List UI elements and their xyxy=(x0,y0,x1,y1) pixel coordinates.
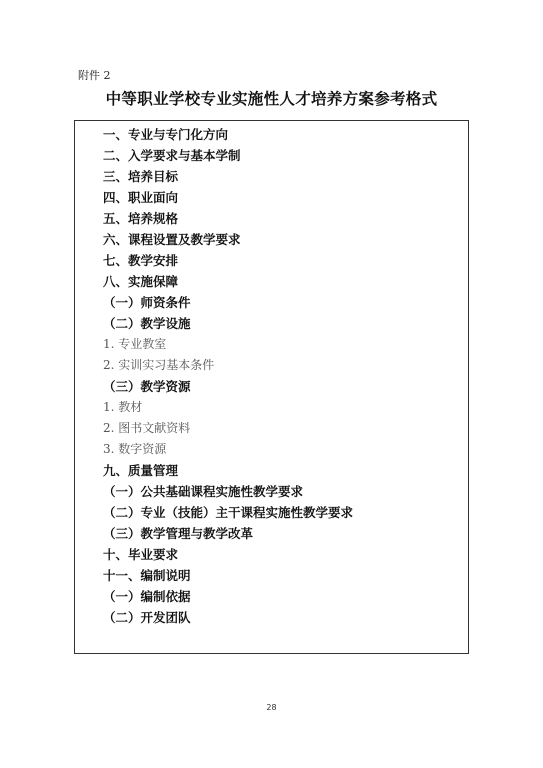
outline-item: （一）公共基础课程实施性教学要求 xyxy=(103,484,304,499)
outline-item: 2. 实训实习基本条件 xyxy=(103,358,215,372)
outline-item: 五、培养规格 xyxy=(103,211,179,226)
outline-item: （三）教学管理与教学改革 xyxy=(103,526,254,541)
outline-item: （二）教学设施 xyxy=(103,316,191,331)
outline-item: 十一、编制说明 xyxy=(103,568,191,583)
page-number: 28 xyxy=(266,703,277,712)
outline-item: 三、培养目标 xyxy=(103,169,179,184)
document-title: 中等职业学校专业实施性人才培养方案参考格式 xyxy=(105,90,438,108)
outline-item: （三）教学资源 xyxy=(103,379,191,394)
outline-item: 一、专业与专门化方向 xyxy=(103,127,229,142)
outline-item: 1. 教材 xyxy=(103,400,143,414)
outline-item: 二、入学要求与基本学制 xyxy=(103,148,241,163)
outline-item: 2. 图书文献资料 xyxy=(103,421,191,435)
outline-item: 七、教学安排 xyxy=(103,253,179,268)
outline-item: （一）编制依据 xyxy=(103,589,191,604)
outline-item: （一）师资条件 xyxy=(103,295,191,310)
outline-list xyxy=(103,124,353,628)
attachment-label: 附件 2 xyxy=(78,69,111,82)
outline-item: 九、质量管理 xyxy=(103,463,179,478)
outline-item: 八、实施保障 xyxy=(103,274,179,289)
outline-item: 六、课程设置及教学要求 xyxy=(103,232,241,247)
outline-item: 四、职业面向 xyxy=(103,190,179,205)
outline-item: 1. 专业教室 xyxy=(103,337,167,351)
outline-item: （二）专业（技能）主干课程实施性教学要求 xyxy=(103,505,354,520)
outline-item: 3. 数字资源 xyxy=(103,442,167,456)
outline-item: （二）开发团队 xyxy=(103,610,191,625)
outline-item: 十、毕业要求 xyxy=(103,547,179,562)
